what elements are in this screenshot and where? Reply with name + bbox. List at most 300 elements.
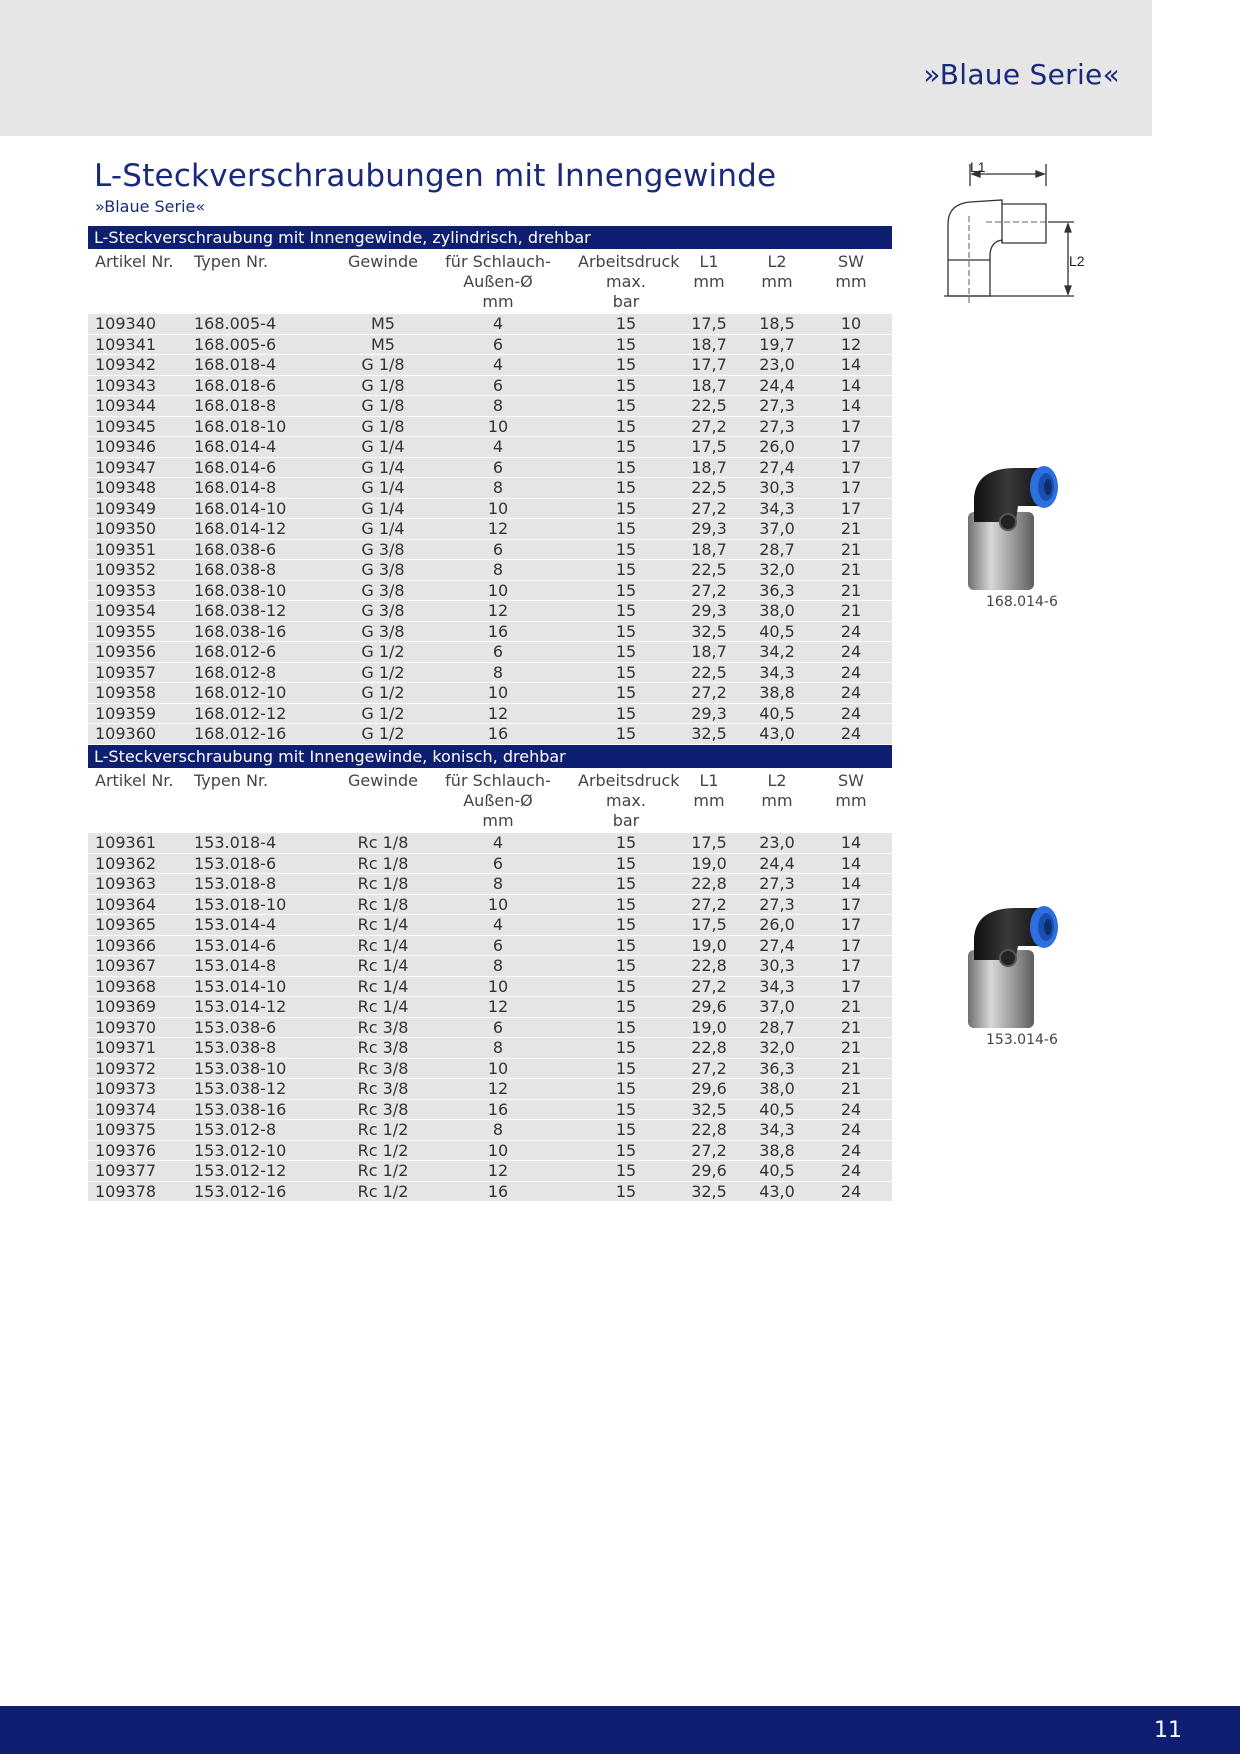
table-row [88, 683, 892, 704]
table-cell: 15 [578, 416, 674, 437]
footer-band [0, 1706, 1240, 1754]
table-cell: 32,0 [744, 560, 810, 581]
table-cell: 15 [578, 976, 674, 997]
table-row [88, 498, 892, 519]
table-cell: 109347 [88, 457, 188, 478]
table-cell: 29,6 [674, 997, 744, 1018]
table-cell: 10 [418, 1140, 578, 1161]
table-cell: Rc 1/4 [348, 956, 418, 977]
table-cell: 109358 [88, 683, 188, 704]
table-cell: 29,3 [674, 519, 744, 540]
table-cell: 24 [810, 642, 892, 663]
table-cell: 6 [418, 375, 578, 396]
table-cell: 36,3 [744, 1058, 810, 1079]
table-cell: 14 [810, 375, 892, 396]
table-cell: 27,2 [674, 416, 744, 437]
column-header-line: für Schlauch- [445, 771, 551, 790]
table-cell: 34,2 [744, 642, 810, 663]
table-cell: G 3/8 [348, 560, 418, 581]
table-cell: 15 [578, 560, 674, 581]
table-cell: 21 [810, 1058, 892, 1079]
table-cell: 10 [418, 976, 578, 997]
table-row [88, 894, 892, 915]
table-cell: 19,0 [674, 1017, 744, 1038]
table-cell: 168.014-4 [188, 437, 348, 458]
table-cell: 18,7 [674, 334, 744, 355]
table-cell: G 3/8 [348, 601, 418, 622]
table-cell: 109376 [88, 1140, 188, 1161]
table-cell: 168.014-12 [188, 519, 348, 540]
table-cell: 168.038-8 [188, 560, 348, 581]
section-konisch [88, 745, 892, 1202]
table-cell: 109366 [88, 935, 188, 956]
table-cell: 109378 [88, 1181, 188, 1202]
table-cell: 109353 [88, 580, 188, 601]
table-cell: 34,3 [744, 1120, 810, 1141]
column-header [348, 249, 418, 312]
table-row [88, 1181, 892, 1202]
table-cell: 153.018-8 [188, 874, 348, 895]
table-cell: Rc 1/2 [348, 1161, 418, 1182]
table-cell: 24,4 [744, 375, 810, 396]
column-header-line: SW [838, 252, 864, 271]
table-cell: 109349 [88, 498, 188, 519]
table-cell: 15 [578, 853, 674, 874]
table-cell: Rc 1/4 [348, 915, 418, 936]
table-cell: 8 [418, 1038, 578, 1059]
column-header [810, 249, 892, 312]
header-band [0, 0, 1152, 136]
table-cell: G 1/4 [348, 519, 418, 540]
table-cell: 27,2 [674, 498, 744, 519]
table-row [88, 976, 892, 997]
column-header [744, 249, 810, 312]
table-cell: 10 [418, 416, 578, 437]
table-cell: 153.014-12 [188, 997, 348, 1018]
table-cell: 27,4 [744, 457, 810, 478]
table-cell: 22,5 [674, 662, 744, 683]
table-cell: 6 [418, 853, 578, 874]
product-photo-konisch [956, 900, 1076, 1034]
table-cell: 23,0 [744, 355, 810, 376]
table-cell: 15 [578, 498, 674, 519]
table-cell: Rc 3/8 [348, 1017, 418, 1038]
table-row [88, 915, 892, 936]
table-cell: 15 [578, 894, 674, 915]
table-cell: 8 [418, 396, 578, 417]
table-cell: 109367 [88, 956, 188, 977]
table-cell: 168.014-8 [188, 478, 348, 499]
table-cell: 34,3 [744, 662, 810, 683]
table-cell: 109359 [88, 703, 188, 724]
column-header-line: Artikel Nr. [95, 252, 174, 271]
table-header [88, 249, 892, 314]
table-cell: 24 [810, 662, 892, 683]
table-cell: 40,5 [744, 1099, 810, 1120]
table-cell: 17 [810, 478, 892, 499]
column-header-line: mm [482, 292, 514, 311]
table-cell: 29,6 [674, 1079, 744, 1100]
table-cell: 15 [578, 314, 674, 334]
table-cell: 4 [418, 915, 578, 936]
photo-caption: 168.014-6 [986, 594, 1058, 610]
table-cell: 27,2 [674, 1058, 744, 1079]
table-cell: 109355 [88, 621, 188, 642]
table-cell: Rc 1/4 [348, 997, 418, 1018]
column-header-line: L1 [699, 771, 719, 790]
table-cell: 109375 [88, 1120, 188, 1141]
table-cell: 36,3 [744, 580, 810, 601]
column-header [578, 768, 680, 831]
table-cell: 21 [810, 519, 892, 540]
table-cell: G 3/8 [348, 580, 418, 601]
table-cell: 8 [418, 1120, 578, 1141]
table-cell: 15 [578, 724, 674, 745]
table-cell: 109351 [88, 539, 188, 560]
table-cell: 109362 [88, 853, 188, 874]
product-table [88, 768, 892, 1202]
table-cell: 4 [418, 355, 578, 376]
column-header-line: mm [693, 272, 725, 291]
table-cell: 168.038-10 [188, 580, 348, 601]
table-cell: 109340 [88, 314, 188, 334]
table-cell: 109356 [88, 642, 188, 663]
table-cell: G 3/8 [348, 621, 418, 642]
table-cell: 24 [810, 1161, 892, 1182]
table-cell: 168.014-6 [188, 457, 348, 478]
table-cell: Rc 1/8 [348, 874, 418, 895]
table-cell: 109373 [88, 1079, 188, 1100]
column-header [744, 768, 810, 831]
table-cell: 153.014-10 [188, 976, 348, 997]
table-cell: 168.005-4 [188, 314, 348, 334]
table-row [88, 1079, 892, 1100]
column-header [348, 768, 418, 831]
table-header-row [88, 768, 892, 831]
table-cell: 153.014-8 [188, 956, 348, 977]
column-header [578, 249, 680, 312]
table-cell: 109352 [88, 560, 188, 581]
page-title: L-Steckverschraubungen mit Innengewinde [94, 158, 777, 194]
table-row [88, 1017, 892, 1038]
page-subtitle: »Blaue Serie« [95, 197, 206, 216]
table-cell: 109343 [88, 375, 188, 396]
table-row [88, 457, 892, 478]
table-cell: Rc 1/8 [348, 894, 418, 915]
table-cell: 24 [810, 683, 892, 704]
table-cell: 10 [810, 314, 892, 334]
table-cell: 153.014-6 [188, 935, 348, 956]
table-cell: 15 [578, 1181, 674, 1202]
table-cell: 22,8 [674, 956, 744, 977]
table-row [88, 539, 892, 560]
table-row [88, 375, 892, 396]
table-cell: 109372 [88, 1058, 188, 1079]
table-cell: 21 [810, 1079, 892, 1100]
column-header-line: Gewinde [348, 252, 418, 271]
table-cell: G 1/2 [348, 683, 418, 704]
table-cell: Rc 1/4 [348, 976, 418, 997]
table-cell: 17 [810, 498, 892, 519]
table-cell: 18,7 [674, 539, 744, 560]
table-cell: Rc 1/2 [348, 1120, 418, 1141]
table-cell: 109374 [88, 1099, 188, 1120]
table-cell: 168.012-12 [188, 703, 348, 724]
column-header-line: max. [606, 791, 646, 810]
table-cell: 22,8 [674, 874, 744, 895]
table-cell: 15 [578, 915, 674, 936]
table-cell: 109368 [88, 976, 188, 997]
table-cell: 168.018-6 [188, 375, 348, 396]
table-cell: 24 [810, 621, 892, 642]
table-cell: 15 [578, 1099, 674, 1120]
column-header [188, 249, 348, 312]
table-cell: 19,7 [744, 334, 810, 355]
column-header-line: Arbeitsdruck [578, 252, 680, 271]
table-cell: 21 [810, 580, 892, 601]
table-cell: 153.012-8 [188, 1120, 348, 1141]
table-cell: 12 [418, 519, 578, 540]
table-cell: 17,7 [674, 355, 744, 376]
column-header-line: bar [612, 292, 640, 311]
table-cell: 168.018-4 [188, 355, 348, 376]
table-cell: 8 [418, 478, 578, 499]
table-cell: 15 [578, 1017, 674, 1038]
table-cell: 15 [578, 580, 674, 601]
table-row [88, 1120, 892, 1141]
column-header-line: Gewinde [348, 771, 418, 790]
table-cell: 37,0 [744, 997, 810, 1018]
column-header-line: Außen-Ø [463, 791, 533, 810]
table-cell: Rc 3/8 [348, 1079, 418, 1100]
table-cell: 109354 [88, 601, 188, 622]
table-cell: 21 [810, 1017, 892, 1038]
table-row [88, 833, 892, 853]
table-cell: 17 [810, 894, 892, 915]
product-table [88, 249, 892, 745]
table-cell: Rc 3/8 [348, 1038, 418, 1059]
table-cell: M5 [348, 334, 418, 355]
column-header-line: SW [838, 771, 864, 790]
table-header-row [88, 249, 892, 312]
table-body [88, 314, 892, 744]
column-header-line: L1 [699, 252, 719, 271]
table-cell: 6 [418, 935, 578, 956]
table-cell: 27,4 [744, 935, 810, 956]
table-cell: 29,3 [674, 703, 744, 724]
table-cell: G 1/2 [348, 724, 418, 745]
table-cell: 109357 [88, 662, 188, 683]
table-cell: 15 [578, 935, 674, 956]
table-cell: 6 [418, 1017, 578, 1038]
table-cell: 21 [810, 560, 892, 581]
table-cell: 15 [578, 956, 674, 977]
table-cell: 153.014-4 [188, 915, 348, 936]
table-cell: 109369 [88, 997, 188, 1018]
header-series-label: »Blaue Serie« [923, 58, 1120, 91]
table-row [88, 334, 892, 355]
table-cell: G 1/2 [348, 642, 418, 663]
table-cell: 17 [810, 437, 892, 458]
table-cell: 28,7 [744, 539, 810, 560]
table-cell: 109361 [88, 833, 188, 853]
table-cell: G 1/4 [348, 437, 418, 458]
column-header [810, 768, 892, 831]
table-row [88, 478, 892, 499]
table-cell: 168.018-8 [188, 396, 348, 417]
table-cell: 168.038-12 [188, 601, 348, 622]
table-cell: 153.018-4 [188, 833, 348, 853]
table-cell: 15 [578, 997, 674, 1018]
table-cell: 153.038-6 [188, 1017, 348, 1038]
table-cell: 109365 [88, 915, 188, 936]
column-header-line: mm [482, 811, 514, 830]
table-row [88, 355, 892, 376]
table-row [88, 724, 892, 745]
table-cell: 24 [810, 703, 892, 724]
table-cell: Rc 1/2 [348, 1181, 418, 1202]
table-cell: 38,8 [744, 683, 810, 704]
table-cell: 12 [418, 601, 578, 622]
table-row [88, 997, 892, 1018]
table-cell: 168.038-16 [188, 621, 348, 642]
column-header [418, 768, 578, 831]
table-cell: 16 [418, 1181, 578, 1202]
table-cell: 21 [810, 601, 892, 622]
column-header [88, 249, 188, 312]
table-cell: 153.038-8 [188, 1038, 348, 1059]
table-row [88, 1099, 892, 1120]
table-cell: 38,8 [744, 1140, 810, 1161]
table-cell: 12 [418, 1079, 578, 1100]
dimension-l2-label: L2 [1069, 253, 1085, 269]
table-cell: 15 [578, 621, 674, 642]
table-cell: 109346 [88, 437, 188, 458]
table-cell: 15 [578, 833, 674, 853]
table-cell: 17 [810, 457, 892, 478]
table-cell: 15 [578, 478, 674, 499]
table-cell: Rc 3/8 [348, 1099, 418, 1120]
table-cell: 24 [810, 724, 892, 745]
table-cell: 15 [578, 1058, 674, 1079]
section-zylindrisch [88, 226, 892, 745]
table-cell: 10 [418, 580, 578, 601]
table-cell: 8 [418, 956, 578, 977]
table-cell: 26,0 [744, 437, 810, 458]
table-cell: 17,5 [674, 915, 744, 936]
table-cell: 109363 [88, 874, 188, 895]
column-header-line: Artikel Nr. [95, 771, 174, 790]
table-row [88, 662, 892, 683]
table-cell: 27,2 [674, 580, 744, 601]
table-cell: 16 [418, 724, 578, 745]
table-cell: 153.018-10 [188, 894, 348, 915]
table-cell: 168.014-10 [188, 498, 348, 519]
table-cell: 19,0 [674, 935, 744, 956]
table-cell: 24,4 [744, 853, 810, 874]
table-cell: G 1/8 [348, 416, 418, 437]
table-cell: 10 [418, 683, 578, 704]
table-row [88, 1038, 892, 1059]
table-cell: 24 [810, 1181, 892, 1202]
dimension-drawing [936, 156, 1096, 306]
table-cell: 6 [418, 457, 578, 478]
table-cell: 15 [578, 396, 674, 417]
table-cell: 6 [418, 539, 578, 560]
table-cell: 12 [418, 1161, 578, 1182]
column-header [418, 249, 578, 312]
table-cell: 12 [418, 703, 578, 724]
table-cell: 153.012-12 [188, 1161, 348, 1182]
table-cell: 109342 [88, 355, 188, 376]
table-cell: 27,2 [674, 1140, 744, 1161]
table-cell: G 1/8 [348, 355, 418, 376]
table-cell: 109348 [88, 478, 188, 499]
table-cell: 15 [578, 539, 674, 560]
table-cell: 17,5 [674, 314, 744, 334]
table-cell: 153.012-16 [188, 1181, 348, 1202]
column-header-line: Typen Nr. [194, 771, 269, 790]
table-cell: 21 [810, 997, 892, 1018]
table-row [88, 519, 892, 540]
table-row [88, 437, 892, 458]
column-header-line: Außen-Ø [463, 272, 533, 291]
table-cell: 15 [578, 662, 674, 683]
table-cell: Rc 1/8 [348, 833, 418, 853]
table-row [88, 956, 892, 977]
table-cell: 14 [810, 874, 892, 895]
table-cell: G 1/4 [348, 498, 418, 519]
table-cell: 29,6 [674, 1161, 744, 1182]
table-cell: 18,7 [674, 457, 744, 478]
table-cell: 27,2 [674, 894, 744, 915]
table-cell: 17 [810, 416, 892, 437]
table-header [88, 768, 892, 833]
table-cell: 18,5 [744, 314, 810, 334]
table-cell: 12 [810, 334, 892, 355]
table-cell: 40,5 [744, 703, 810, 724]
table-cell: 168.018-10 [188, 416, 348, 437]
table-cell: 27,3 [744, 416, 810, 437]
table-cell: 32,5 [674, 724, 744, 745]
table-cell: 168.038-6 [188, 539, 348, 560]
column-header-line: bar [612, 811, 640, 830]
table-cell: 109344 [88, 396, 188, 417]
table-row [88, 314, 892, 334]
table-cell: 109341 [88, 334, 188, 355]
photo-caption: 153.014-6 [986, 1032, 1058, 1048]
table-cell: 19,0 [674, 853, 744, 874]
table-cell: 14 [810, 355, 892, 376]
column-header [674, 768, 744, 831]
table-cell: 17 [810, 956, 892, 977]
table-cell: 8 [418, 874, 578, 895]
table-cell: G 1/2 [348, 662, 418, 683]
table-cell: 153.038-16 [188, 1099, 348, 1120]
table-cell: M5 [348, 314, 418, 334]
column-header [188, 768, 348, 831]
column-header-line: mm [761, 272, 793, 291]
table-cell: 6 [418, 642, 578, 663]
table-cell: 15 [578, 1038, 674, 1059]
table-row [88, 1161, 892, 1182]
table-cell: 109364 [88, 894, 188, 915]
table-cell: 23,0 [744, 833, 810, 853]
table-cell: 43,0 [744, 1181, 810, 1202]
column-header-line: max. [606, 272, 646, 291]
table-cell: 15 [578, 703, 674, 724]
table-cell: 10 [418, 894, 578, 915]
